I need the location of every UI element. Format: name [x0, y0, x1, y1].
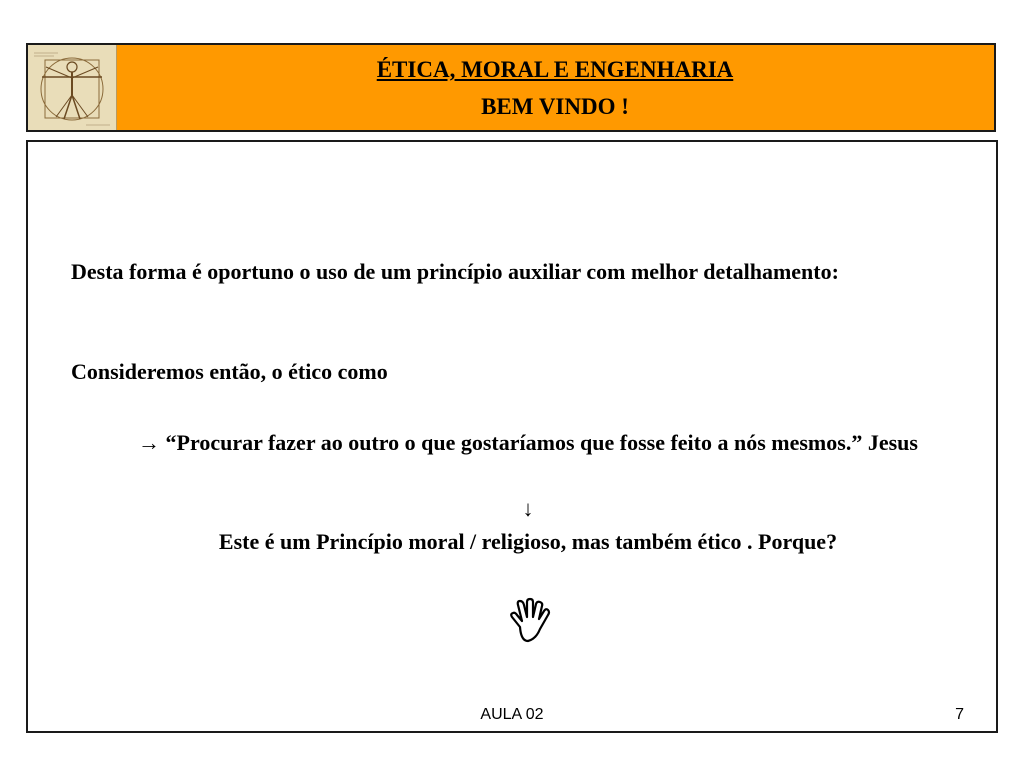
slide-title: ÉTICA, MORAL E ENGENHARIA	[376, 57, 734, 82]
page-number: 7	[955, 706, 964, 723]
paragraph-principle: Desta forma é oportuno o uso de um princípio auxiliar com melhor detalhamento:	[71, 259, 839, 284]
vitruvian-man-image	[28, 45, 117, 130]
quote-text: → “Procurar fazer ao outro o que gostaríamos que fosse feito a nós mesmos.” Jesus	[138, 430, 918, 455]
slide-header	[26, 43, 996, 132]
slide-content	[26, 140, 998, 733]
slide-subtitle: BEM VINDO !	[481, 94, 629, 119]
footer-lesson: AULA 02	[480, 706, 544, 723]
statement-text: Este é um Princípio moral / religioso, mas também ético . Porque?	[218, 529, 838, 554]
down-arrow: ↓	[522, 496, 534, 521]
paragraph-consider: Consideremos então, o ético como	[71, 359, 388, 384]
hand-icon	[506, 597, 556, 647]
